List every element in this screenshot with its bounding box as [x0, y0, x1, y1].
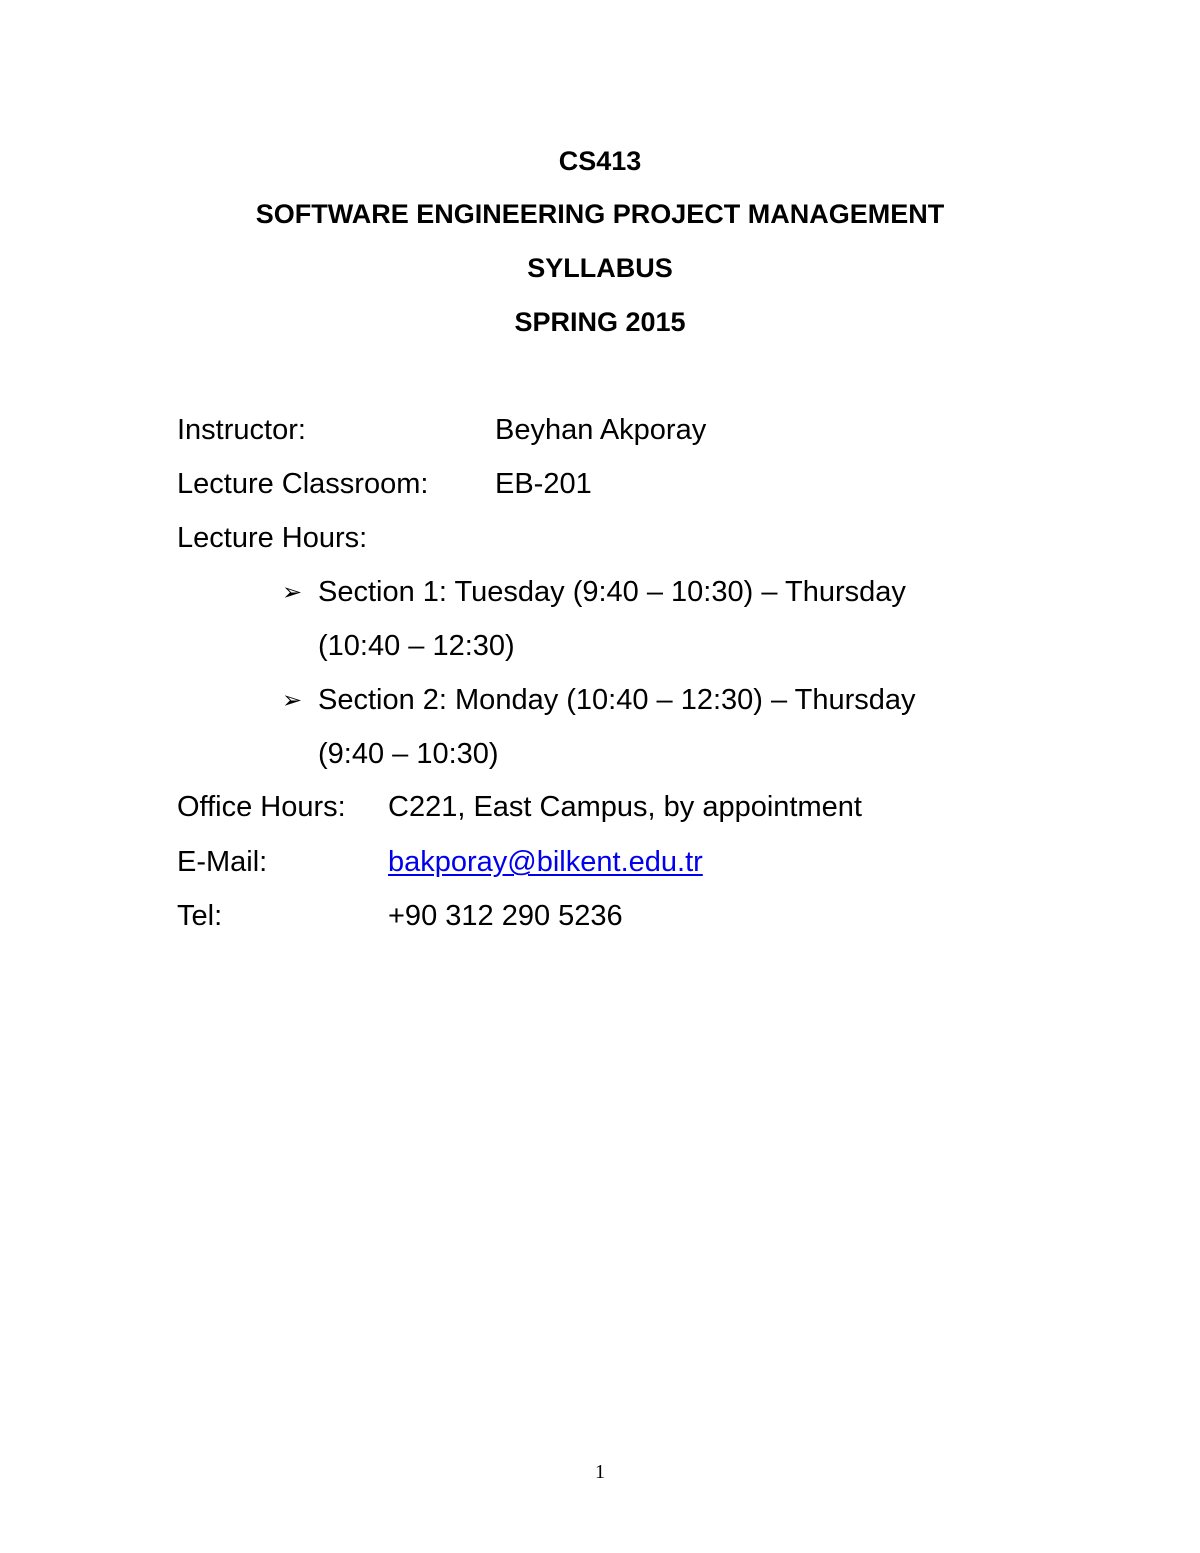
arrowhead-bullet-icon: ➢ [282, 686, 303, 714]
document-type: SYLLABUS [527, 253, 673, 283]
arrowhead-bullet-icon: ➢ [282, 578, 303, 606]
section-1-schedule: Section 1: Tuesday (9:40 – 10:30) – Thursday [318, 576, 906, 608]
section-2-schedule: Section 2: Monday (10:40 – 12:30) – Thursday [318, 684, 916, 716]
instructor-label: Instructor: [177, 414, 306, 446]
office-hours-label: Office Hours: [177, 791, 346, 823]
section-1-schedule-continued: (10:40 – 12:30) [318, 630, 515, 662]
email-label: E-Mail: [177, 846, 268, 878]
course-code: CS413 [558, 146, 642, 176]
lecture-hours-label: Lecture Hours: [177, 522, 368, 554]
instructor-value: Beyhan Akporay [495, 414, 707, 446]
tel-value: +90 312 290 5236 [388, 900, 623, 932]
section-2-schedule-continued: (9:40 – 10:30) [318, 738, 499, 770]
email-link[interactable]: bakporay@bilkent.edu.tr [388, 846, 703, 878]
page-number: 1 [595, 1461, 605, 1483]
tel-label: Tel: [177, 900, 223, 932]
course-title: SOFTWARE ENGINEERING PROJECT MANAGEMENT [255, 199, 945, 229]
term: SPRING 2015 [514, 307, 686, 337]
classroom-value: EB-201 [495, 468, 592, 500]
office-hours-value: C221, East Campus, by appointment [388, 791, 862, 823]
classroom-label: Lecture Classroom: [177, 468, 429, 500]
